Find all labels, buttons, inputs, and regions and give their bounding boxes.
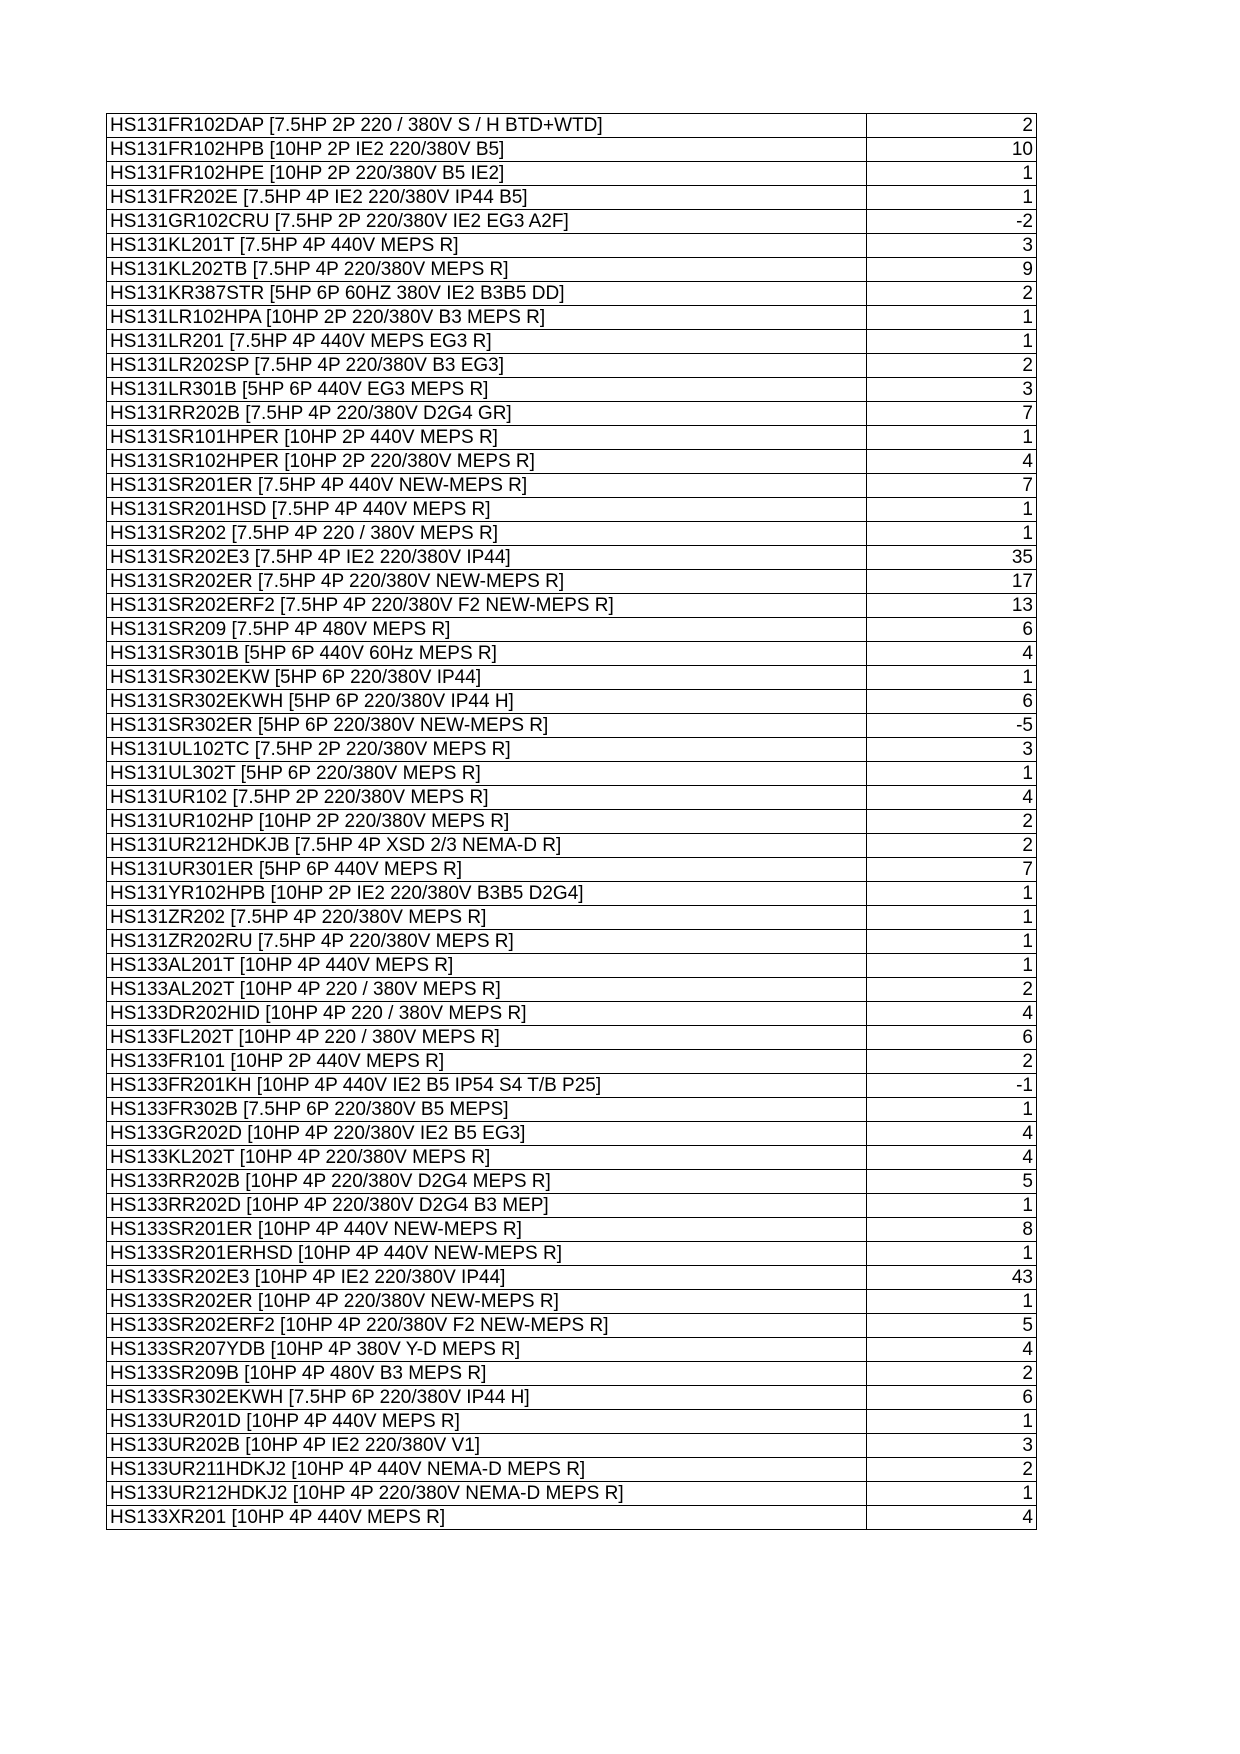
quantity-cell: 3 [867, 378, 1037, 402]
table-row [107, 618, 1037, 642]
table-row [107, 858, 1037, 882]
table-row [107, 186, 1037, 210]
table-row [107, 1266, 1037, 1290]
item-description-cell: HS133DR202HID [10HP 4P 220 / 380V MEPS R] [107, 1002, 867, 1026]
item-description-cell: HS131UR102HP [10HP 2P 220/380V MEPS R] [107, 810, 867, 834]
table-row [107, 474, 1037, 498]
table-row [107, 810, 1037, 834]
table-row [107, 1026, 1037, 1050]
item-description-cell: HS131UR212HDKJB [7.5HP 4P XSD 2/3 NEMA-D R] [107, 834, 867, 858]
quantity-cell: 4 [867, 786, 1037, 810]
quantity-cell: 4 [867, 1506, 1037, 1530]
item-description-cell: HS133UR202B [10HP 4P IE2 220/380V V1] [107, 1434, 867, 1458]
table-row [107, 594, 1037, 618]
item-description-cell: HS131SR302EKW [5HP 6P 220/380V IP44] [107, 666, 867, 690]
table-row [107, 498, 1037, 522]
table-row [107, 162, 1037, 186]
item-description-cell: HS133SR202ERF2 [10HP 4P 220/380V F2 NEW-MEPS R] [107, 1314, 867, 1338]
quantity-cell: 1 [867, 930, 1037, 954]
table-row [107, 930, 1037, 954]
quantity-cell: -2 [867, 210, 1037, 234]
item-description-cell: HS133RR202D [10HP 4P 220/380V D2G4 B3 MEP] [107, 1194, 867, 1218]
item-description-cell: HS131FR102HPB [10HP 2P IE2 220/380V B5] [107, 138, 867, 162]
table-row [107, 1050, 1037, 1074]
item-description-cell: HS131SR201HSD [7.5HP 4P 440V MEPS R] [107, 498, 867, 522]
quantity-cell: 1 [867, 186, 1037, 210]
item-description-cell: HS131SR302ER [5HP 6P 220/380V NEW-MEPS R] [107, 714, 867, 738]
item-description-cell: HS133FR101 [10HP 2P 440V MEPS R] [107, 1050, 867, 1074]
item-description-cell: HS131KL202TB [7.5HP 4P 220/380V MEPS R] [107, 258, 867, 282]
quantity-cell: 6 [867, 1386, 1037, 1410]
quantity-cell: 4 [867, 1146, 1037, 1170]
table-row [107, 666, 1037, 690]
table-row [107, 1362, 1037, 1386]
item-description-cell: HS131LR202SP [7.5HP 4P 220/380V B3 EG3] [107, 354, 867, 378]
quantity-cell: 2 [867, 282, 1037, 306]
item-description-cell: HS131LR102HPA [10HP 2P 220/380V B3 MEPS R] [107, 306, 867, 330]
item-description-cell: HS133FR201KH [10HP 4P 440V IE2 B5 IP54 S4 T/B P25] [107, 1074, 867, 1098]
quantity-cell: 2 [867, 1050, 1037, 1074]
item-description-cell: HS133AL201T [10HP 4P 440V MEPS R] [107, 954, 867, 978]
item-description-cell: HS131ZR202RU [7.5HP 4P 220/380V MEPS R] [107, 930, 867, 954]
quantity-cell: 2 [867, 834, 1037, 858]
quantity-cell: 1 [867, 1290, 1037, 1314]
quantity-cell: 3 [867, 738, 1037, 762]
table-row [107, 546, 1037, 570]
quantity-cell: 5 [867, 1170, 1037, 1194]
item-description-cell: HS133XR201 [10HP 4P 440V MEPS R] [107, 1506, 867, 1530]
quantity-cell: 4 [867, 450, 1037, 474]
item-description-cell: HS131FR102HPE [10HP 2P 220/380V B5 IE2] [107, 162, 867, 186]
quantity-cell: 35 [867, 546, 1037, 570]
table-row [107, 258, 1037, 282]
item-description-cell: HS131RR202B [7.5HP 4P 220/380V D2G4 GR] [107, 402, 867, 426]
table-row [107, 1074, 1037, 1098]
table-row [107, 210, 1037, 234]
quantity-cell: 1 [867, 882, 1037, 906]
table-row [107, 954, 1037, 978]
item-description-cell: HS133AL202T [10HP 4P 220 / 380V MEPS R] [107, 978, 867, 1002]
quantity-cell: 2 [867, 1362, 1037, 1386]
table-row [107, 1242, 1037, 1266]
item-description-cell: HS131SR201ER [7.5HP 4P 440V NEW-MEPS R] [107, 474, 867, 498]
quantity-cell: 13 [867, 594, 1037, 618]
item-description-cell: HS131SR302EKWH [5HP 6P 220/380V IP44 H] [107, 690, 867, 714]
quantity-cell: 10 [867, 138, 1037, 162]
quantity-cell: 2 [867, 114, 1037, 138]
quantity-cell: 17 [867, 570, 1037, 594]
quantity-cell: 3 [867, 1434, 1037, 1458]
quantity-cell: 1 [867, 306, 1037, 330]
item-description-cell: HS131LR301B [5HP 6P 440V EG3 MEPS R] [107, 378, 867, 402]
item-description-cell: HS131LR201 [7.5HP 4P 440V MEPS EG3 R] [107, 330, 867, 354]
table-row [107, 522, 1037, 546]
quantity-cell: 6 [867, 618, 1037, 642]
table-row [107, 354, 1037, 378]
quantity-cell: 8 [867, 1218, 1037, 1242]
quantity-cell: 7 [867, 402, 1037, 426]
item-description-cell: HS131KR387STR [5HP 6P 60HZ 380V IE2 B3B5 DD] [107, 282, 867, 306]
quantity-cell: 5 [867, 1314, 1037, 1338]
item-description-cell: HS133SR207YDB [10HP 4P 380V Y-D MEPS R] [107, 1338, 867, 1362]
item-description-cell: HS131FR202E [7.5HP 4P IE2 220/380V IP44 B5] [107, 186, 867, 210]
quantity-cell: 4 [867, 642, 1037, 666]
table-row [107, 690, 1037, 714]
item-description-cell: HS133SR201ER [10HP 4P 440V NEW-MEPS R] [107, 1218, 867, 1242]
table-row [107, 1146, 1037, 1170]
quantity-cell: 7 [867, 858, 1037, 882]
table-row [107, 834, 1037, 858]
item-description-cell: HS131SR202E3 [7.5HP 4P IE2 220/380V IP44] [107, 546, 867, 570]
item-description-cell: HS133RR202B [10HP 4P 220/380V D2G4 MEPS R] [107, 1170, 867, 1194]
item-description-cell: HS131SR102HPER [10HP 2P 220/380V MEPS R] [107, 450, 867, 474]
inventory-table [106, 113, 1037, 1530]
quantity-cell: 1 [867, 498, 1037, 522]
table-row [107, 1002, 1037, 1026]
table-row [107, 330, 1037, 354]
table-row [107, 1098, 1037, 1122]
quantity-cell: 7 [867, 474, 1037, 498]
table-row [107, 1506, 1037, 1530]
quantity-cell: 2 [867, 354, 1037, 378]
item-description-cell: HS131SR202ER [7.5HP 4P 220/380V NEW-MEPS R] [107, 570, 867, 594]
table-row [107, 738, 1037, 762]
item-description-cell: HS133UR211HDKJ2 [10HP 4P 440V NEMA-D MEPS R] [107, 1458, 867, 1482]
table-row [107, 570, 1037, 594]
table-row [107, 378, 1037, 402]
quantity-cell: -5 [867, 714, 1037, 738]
item-description-cell: HS131UR301ER [5HP 6P 440V MEPS R] [107, 858, 867, 882]
quantity-cell: 1 [867, 954, 1037, 978]
item-description-cell: HS133SR209B [10HP 4P 480V B3 MEPS R] [107, 1362, 867, 1386]
quantity-cell: 1 [867, 762, 1037, 786]
table-row [107, 1434, 1037, 1458]
item-description-cell: HS133SR202E3 [10HP 4P IE2 220/380V IP44] [107, 1266, 867, 1290]
quantity-cell: 9 [867, 258, 1037, 282]
table-row [107, 1386, 1037, 1410]
quantity-cell: 1 [867, 1194, 1037, 1218]
quantity-cell: 1 [867, 666, 1037, 690]
table-row [107, 978, 1037, 1002]
item-description-cell: HS133GR202D [10HP 4P 220/380V IE2 B5 EG3] [107, 1122, 867, 1146]
quantity-cell: 6 [867, 1026, 1037, 1050]
quantity-cell: 1 [867, 162, 1037, 186]
table-row [107, 882, 1037, 906]
quantity-cell: 2 [867, 978, 1037, 1002]
table-row [107, 1122, 1037, 1146]
item-description-cell: HS131SR202 [7.5HP 4P 220 / 380V MEPS R] [107, 522, 867, 546]
table-row [107, 114, 1037, 138]
quantity-cell: 1 [867, 426, 1037, 450]
table-row [107, 762, 1037, 786]
item-description-cell: HS131KL201T [7.5HP 4P 440V MEPS R] [107, 234, 867, 258]
quantity-cell: 1 [867, 1098, 1037, 1122]
table-row [107, 282, 1037, 306]
item-description-cell: HS133UR212HDKJ2 [10HP 4P 220/380V NEMA-D MEPS R] [107, 1482, 867, 1506]
quantity-cell: 3 [867, 234, 1037, 258]
table-row [107, 138, 1037, 162]
item-description-cell: HS133UR201D [10HP 4P 440V MEPS R] [107, 1410, 867, 1434]
quantity-cell: 4 [867, 1002, 1037, 1026]
table-row [107, 1338, 1037, 1362]
quantity-cell: 6 [867, 690, 1037, 714]
table-row [107, 426, 1037, 450]
quantity-cell: 2 [867, 810, 1037, 834]
table-row [107, 786, 1037, 810]
table-row [107, 642, 1037, 666]
quantity-cell: 1 [867, 1410, 1037, 1434]
quantity-cell: 4 [867, 1122, 1037, 1146]
table-row [107, 1170, 1037, 1194]
item-description-cell: HS131SR101HPER [10HP 2P 440V MEPS R] [107, 426, 867, 450]
item-description-cell: HS133FL202T [10HP 4P 220 / 380V MEPS R] [107, 1026, 867, 1050]
table-row [107, 450, 1037, 474]
item-description-cell: HS131FR102DAP [7.5HP 2P 220 / 380V S / H BTD+WTD] [107, 114, 867, 138]
table-row [107, 1290, 1037, 1314]
quantity-cell: 1 [867, 330, 1037, 354]
table-row [107, 1458, 1037, 1482]
table-row [107, 1314, 1037, 1338]
quantity-cell: -1 [867, 1074, 1037, 1098]
item-description-cell: HS131ZR202 [7.5HP 4P 220/380V MEPS R] [107, 906, 867, 930]
item-description-cell: HS131UL302T [5HP 6P 220/380V MEPS R] [107, 762, 867, 786]
item-description-cell: HS131GR102CRU [7.5HP 2P 220/380V IE2 EG3 A2F] [107, 210, 867, 234]
table-row [107, 714, 1037, 738]
item-description-cell: HS133SR201ERHSD [10HP 4P 440V NEW-MEPS R] [107, 1242, 867, 1266]
item-description-cell: HS133SR302EKWH [7.5HP 6P 220/380V IP44 H] [107, 1386, 867, 1410]
item-description-cell: HS133FR302B [7.5HP 6P 220/380V B5 MEPS] [107, 1098, 867, 1122]
quantity-cell: 1 [867, 522, 1037, 546]
table-row [107, 234, 1037, 258]
quantity-cell: 4 [867, 1338, 1037, 1362]
quantity-cell: 2 [867, 1458, 1037, 1482]
table-row [107, 1194, 1037, 1218]
table-row [107, 1482, 1037, 1506]
item-description-cell: HS131SR301B [5HP 6P 440V 60Hz MEPS R] [107, 642, 867, 666]
quantity-cell: 1 [867, 906, 1037, 930]
item-description-cell: HS131SR209 [7.5HP 4P 480V MEPS R] [107, 618, 867, 642]
item-description-cell: HS133SR202ER [10HP 4P 220/380V NEW-MEPS R] [107, 1290, 867, 1314]
quantity-cell: 43 [867, 1266, 1037, 1290]
item-description-cell: HS133KL202T [10HP 4P 220/380V MEPS R] [107, 1146, 867, 1170]
table-row [107, 1410, 1037, 1434]
table-row [107, 306, 1037, 330]
table-row [107, 402, 1037, 426]
item-description-cell: HS131UL102TC [7.5HP 2P 220/380V MEPS R] [107, 738, 867, 762]
item-description-cell: HS131YR102HPB [10HP 2P IE2 220/380V B3B5 D2G4] [107, 882, 867, 906]
item-description-cell: HS131SR202ERF2 [7.5HP 4P 220/380V F2 NEW-MEPS R] [107, 594, 867, 618]
item-description-cell: HS131UR102 [7.5HP 2P 220/380V MEPS R] [107, 786, 867, 810]
quantity-cell: 1 [867, 1482, 1037, 1506]
inventory-table-body [107, 114, 1037, 1530]
table-row [107, 1218, 1037, 1242]
quantity-cell: 1 [867, 1242, 1037, 1266]
table-row [107, 906, 1037, 930]
